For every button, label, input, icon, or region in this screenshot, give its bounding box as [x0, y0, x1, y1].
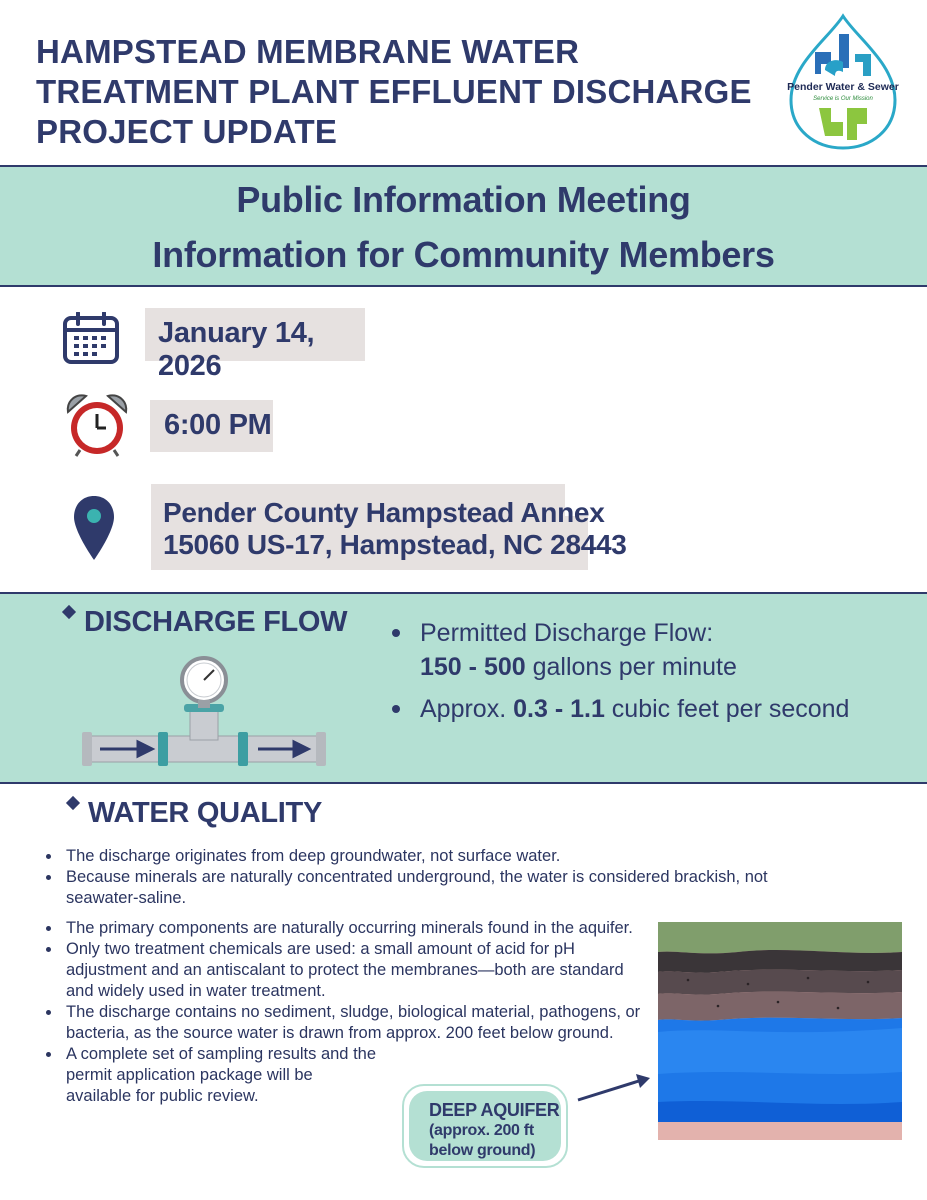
flow-cfs-high: 1.1 [570, 695, 605, 723]
diamond-bullet-icon [62, 605, 76, 619]
wq-item-minerals: The primary components are naturally occurring minerals found in the aquifer. [46, 918, 646, 939]
pipe-flow-gauge-icon [80, 656, 328, 774]
wq-item-groundwater: The discharge originates from deep groundwater, not surface water. [46, 846, 836, 867]
flow-item-gpm [392, 616, 912, 684]
flow-gpm-low: 150 [420, 653, 462, 681]
wq-item-no-sediment: The discharge contains no sediment, sludge, biological material, pathogens, or bacteria, as the source water is drawn from approx. 200 feet below ground. [46, 1002, 646, 1044]
meeting-banner [0, 165, 927, 287]
pender-water-sewer-logo [785, 12, 901, 152]
calendar-icon [62, 312, 120, 364]
logo-name: Pender Water & Sewer [787, 81, 899, 93]
wq-item-sampling-results: A complete set of sampling results and the permit application package will be available for public review. [46, 1044, 376, 1107]
discharge-flow-list [392, 616, 912, 726]
alarm-clock-icon [64, 392, 130, 458]
water-quality-heading [68, 797, 322, 830]
meeting-date: January 14, 2026 [145, 308, 365, 361]
wq-item-chemicals: Only two treatment chemicals are used: a small amount of acid for pH adjustment and an antiscalant to protect the membranes—both are standard and widely used in water treatment. [46, 939, 646, 1002]
flow-gpm-unit: gallons per minute [525, 653, 737, 681]
title-line-3: PROJECT UPDATE [36, 113, 338, 150]
water-quality-list-top [46, 846, 836, 909]
wq-item-brackish: Because minerals are naturally concentrated underground, the water is considered brackish, not seawater-saline. [46, 867, 836, 909]
flow-gpm-label: Permitted Discharge Flow: [420, 619, 714, 647]
banner-line-2: Information for Community Members [152, 234, 775, 275]
header [0, 0, 927, 165]
flow-cfs-label: Approx. [420, 695, 514, 723]
discharge-heading [64, 606, 347, 639]
discharge-heading-text: DISCHARGE FLOW [84, 606, 348, 638]
aquifer-sub-1: (approx. 200 ft [429, 1122, 534, 1139]
location-line-1: Pender County Hampstead Annex [163, 497, 605, 528]
title-line-1: HAMPSTEAD MEMBRANE WATER [36, 33, 580, 70]
deep-aquifer-label-inner [409, 1091, 561, 1161]
water-quality-list-bottom [46, 918, 646, 1107]
flow-cfs-low: 0.3 [513, 695, 548, 723]
flow-cfs-sep: - [547, 695, 571, 723]
banner-line-1: Public Information Meeting [236, 179, 691, 220]
aquifer-sub-2: below ground) [429, 1142, 536, 1159]
location-pin-icon [72, 494, 116, 564]
diamond-bullet-icon [66, 796, 80, 810]
location-line-2: 15060 US-17, Hampstead, NC 28443 [163, 529, 627, 560]
aquifer-cross-section-illustration [658, 922, 902, 1140]
deep-aquifer-label [402, 1084, 568, 1168]
water-quality-heading-text: WATER QUALITY [88, 797, 322, 829]
aquifer-title: DEEP AQUIFER [429, 1100, 560, 1120]
title-line-2: TREATMENT PLANT EFFLUENT DISCHARGE [36, 73, 752, 110]
flow-item-cfs [392, 692, 912, 726]
discharge-section [0, 592, 927, 784]
flow-gpm-high: 500 [483, 653, 526, 681]
flow-gpm-sep: - [461, 653, 484, 681]
meeting-time: 6:00 PM [150, 400, 273, 452]
logo-tagline: Service is Our Mission [813, 96, 873, 102]
flow-cfs-unit: cubic feet per second [604, 695, 850, 723]
arrow-to-aquifer-icon [574, 1070, 654, 1106]
